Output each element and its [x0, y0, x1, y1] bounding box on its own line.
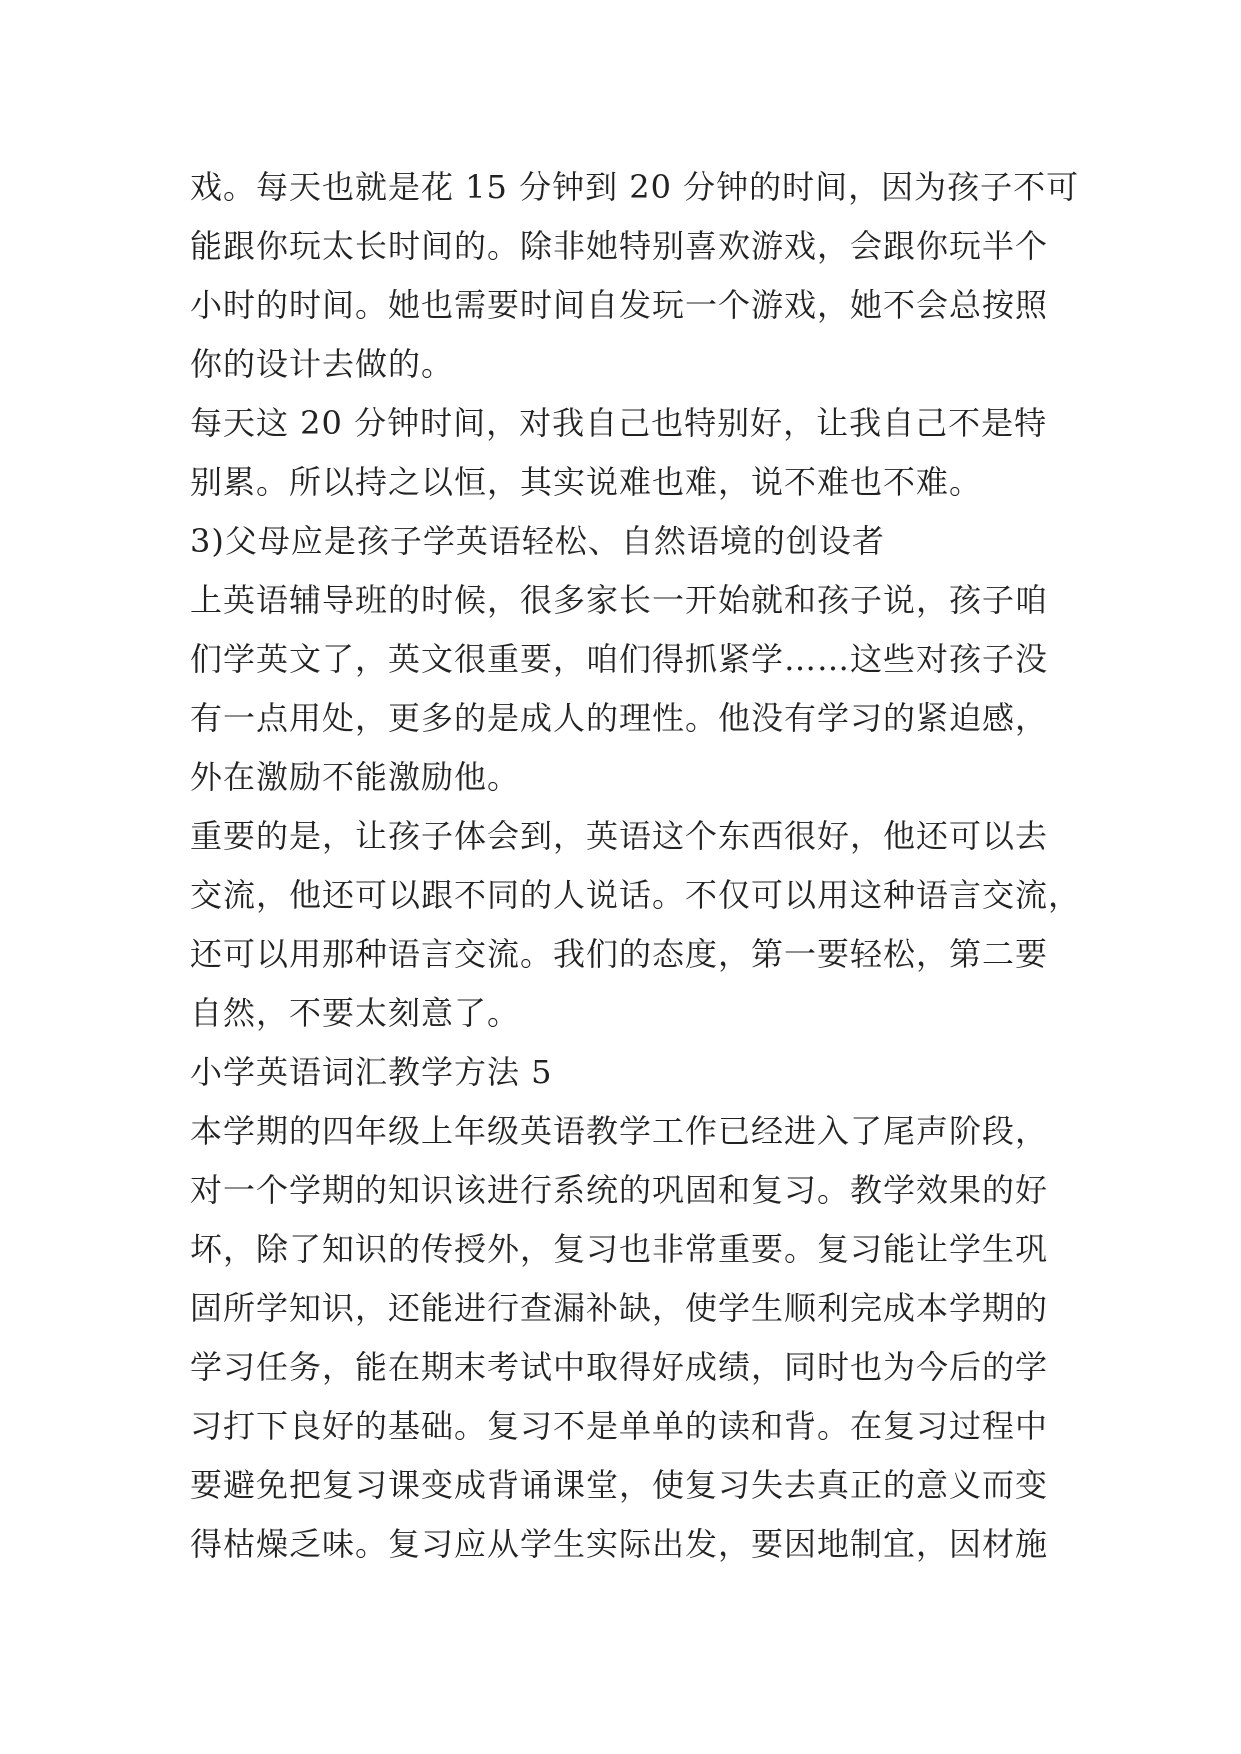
text-line: 外在激励不能激励他。: [190, 758, 521, 796]
text-line: 得枯燥乏味。复习应从学生实际出发，要因地制宜，因材施: [190, 1525, 1049, 1563]
text-line: 对一个学期的知识该进行系统的巩固和复习。教学效果的好: [190, 1171, 1049, 1209]
body-text: [190, 158, 1082, 1574]
text-line: 别累。所以持之以恒，其实说难也难，说不难也不难。: [190, 463, 983, 501]
text-line: 固所学知识，还能进行查漏补缺，使学生顺利完成本学期的: [190, 1289, 1049, 1327]
text-line: 自然，不要太刻意了。: [190, 994, 521, 1032]
section-title: 小学英语词汇教学方法 5: [190, 1053, 553, 1091]
text-line: 你的设计去做的。: [190, 345, 455, 383]
text-line: 能跟你玩太长时间的。除非她特别喜欢游戏，会跟你玩半个: [190, 227, 1049, 265]
text-line: 戏。每天也就是花 15 分钟到 20 分钟的时间，因为孩子不可: [190, 168, 1080, 206]
text-line: 重要的是，让孩子体会到，英语这个东西很好，他还可以去: [190, 817, 1049, 855]
text-line: 本学期的四年级上年级英语教学工作已经进入了尾声阶段，: [190, 1112, 1049, 1150]
text-line: 每天这 20 分钟时间，对我自己也特别好，让我自己不是特: [190, 404, 1048, 442]
text-line: 习打下良好的基础。复习不是单单的读和背。在复习过程中: [190, 1407, 1049, 1445]
text-line: 还可以用那种语言交流。我们的态度，第一要轻松，第二要: [190, 935, 1049, 973]
section-heading: 3)父母应是孩子学英语轻松、自然语境的创设者: [190, 522, 885, 560]
text-line: 有一点用处，更多的是成人的理性。他没有学习的紧迫感，: [190, 699, 1049, 737]
text-line: 要避免把复习课变成背诵课堂，使复习失去真正的意义而变: [190, 1466, 1049, 1504]
text-line: 交流，他还可以跟不同的人说话。不仅可以用这种语言交流，: [190, 876, 1082, 914]
text-line: 上英语辅导班的时候，很多家长一开始就和孩子说，孩子咱: [190, 581, 1049, 619]
text-line: 坏，除了知识的传授外，复习也非常重要。复习能让学生巩: [190, 1230, 1049, 1268]
text-line: 们学英文了，英文很重要，咱们得抓紧学……这些对孩子没: [190, 640, 1049, 678]
text-line: 小时的时间。她也需要时间自发玩一个游戏，她不会总按照: [190, 286, 1049, 324]
text-line: 学习任务，能在期末考试中取得好成绩，同时也为今后的学: [190, 1348, 1049, 1386]
